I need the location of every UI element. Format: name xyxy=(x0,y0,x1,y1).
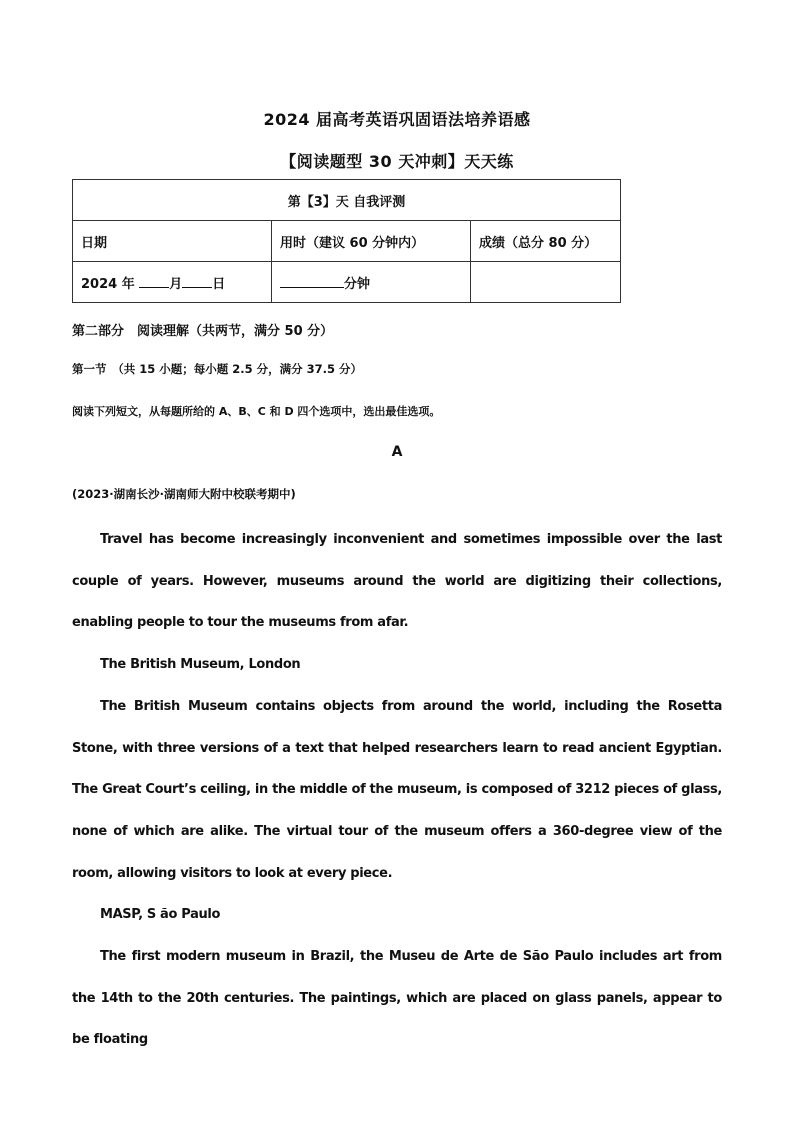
minutes-blank[interactable] xyxy=(280,275,344,288)
month-blank[interactable] xyxy=(139,275,169,288)
passage-label: A xyxy=(391,444,403,460)
instruction-text: 阅读下列短文，从每题所给的 A、B、C 和 D 四个选项中，选出最佳选项。 xyxy=(72,405,441,418)
paragraph: Travel has become increasingly inconvenient and sometimes impossible over the last couple of years. However, museums around the world are digitizing their collections, enabling people to tour the museums from afar. xyxy=(72,532,722,631)
score-cell[interactable] xyxy=(471,262,621,303)
time-unit: 分钟 xyxy=(344,276,371,292)
passage-source: (2023·湖南长沙·湖南师大附中校联考期中) xyxy=(72,487,296,501)
self-assessment-table xyxy=(72,179,621,303)
time-header: 用时（建议 60 分钟内） xyxy=(272,221,471,262)
paragraph: The first modern museum in Brazil, the Museu de Arte de São Paulo includes art from the 14th to the 20th centuries. The paintings, which are placed on glass panels, appear to be floating xyxy=(72,949,722,1048)
date-month: 月 xyxy=(169,276,183,292)
day-blank[interactable] xyxy=(182,275,212,288)
section-heading: 第一节 （共 15 小题；每小题 2.5 分，满分 37.5 分） xyxy=(72,362,363,376)
date-year: 2024 年 xyxy=(81,276,135,292)
museum-heading-masp: MASP, S ão Paulo xyxy=(100,907,221,923)
paragraph: The British Museum contains objects from around the world, including the Rosetta Stone, with three versions of a text that helped researchers learn to read ancient Egyptian. The Great Court’s ceiling, in the middle of the museum, is composed of 3212 pieces of glass, none of which are alike. The virtual tour of the museum offers a 360-degree view of the room, allowing visitors to look at every piece. xyxy=(72,698,722,881)
part-heading: 第二部分 阅读理解（共两节，满分 50 分） xyxy=(72,324,334,339)
passage-body xyxy=(72,519,722,1061)
table-heading: 第【3】天 自我评测 xyxy=(73,180,621,221)
museum-heading-british: The British Museum, London xyxy=(100,657,301,673)
document-subtitle: 【阅读题型 30 天冲刺】天天练 xyxy=(280,152,514,171)
score-header: 成绩（总分 80 分） xyxy=(471,221,621,262)
date-cell[interactable] xyxy=(73,262,272,303)
document-title: 2024 届高考英语巩固语法培养语感 xyxy=(263,110,531,129)
time-cell[interactable] xyxy=(272,262,471,303)
date-day: 日 xyxy=(212,276,226,292)
date-header: 日期 xyxy=(73,221,272,262)
